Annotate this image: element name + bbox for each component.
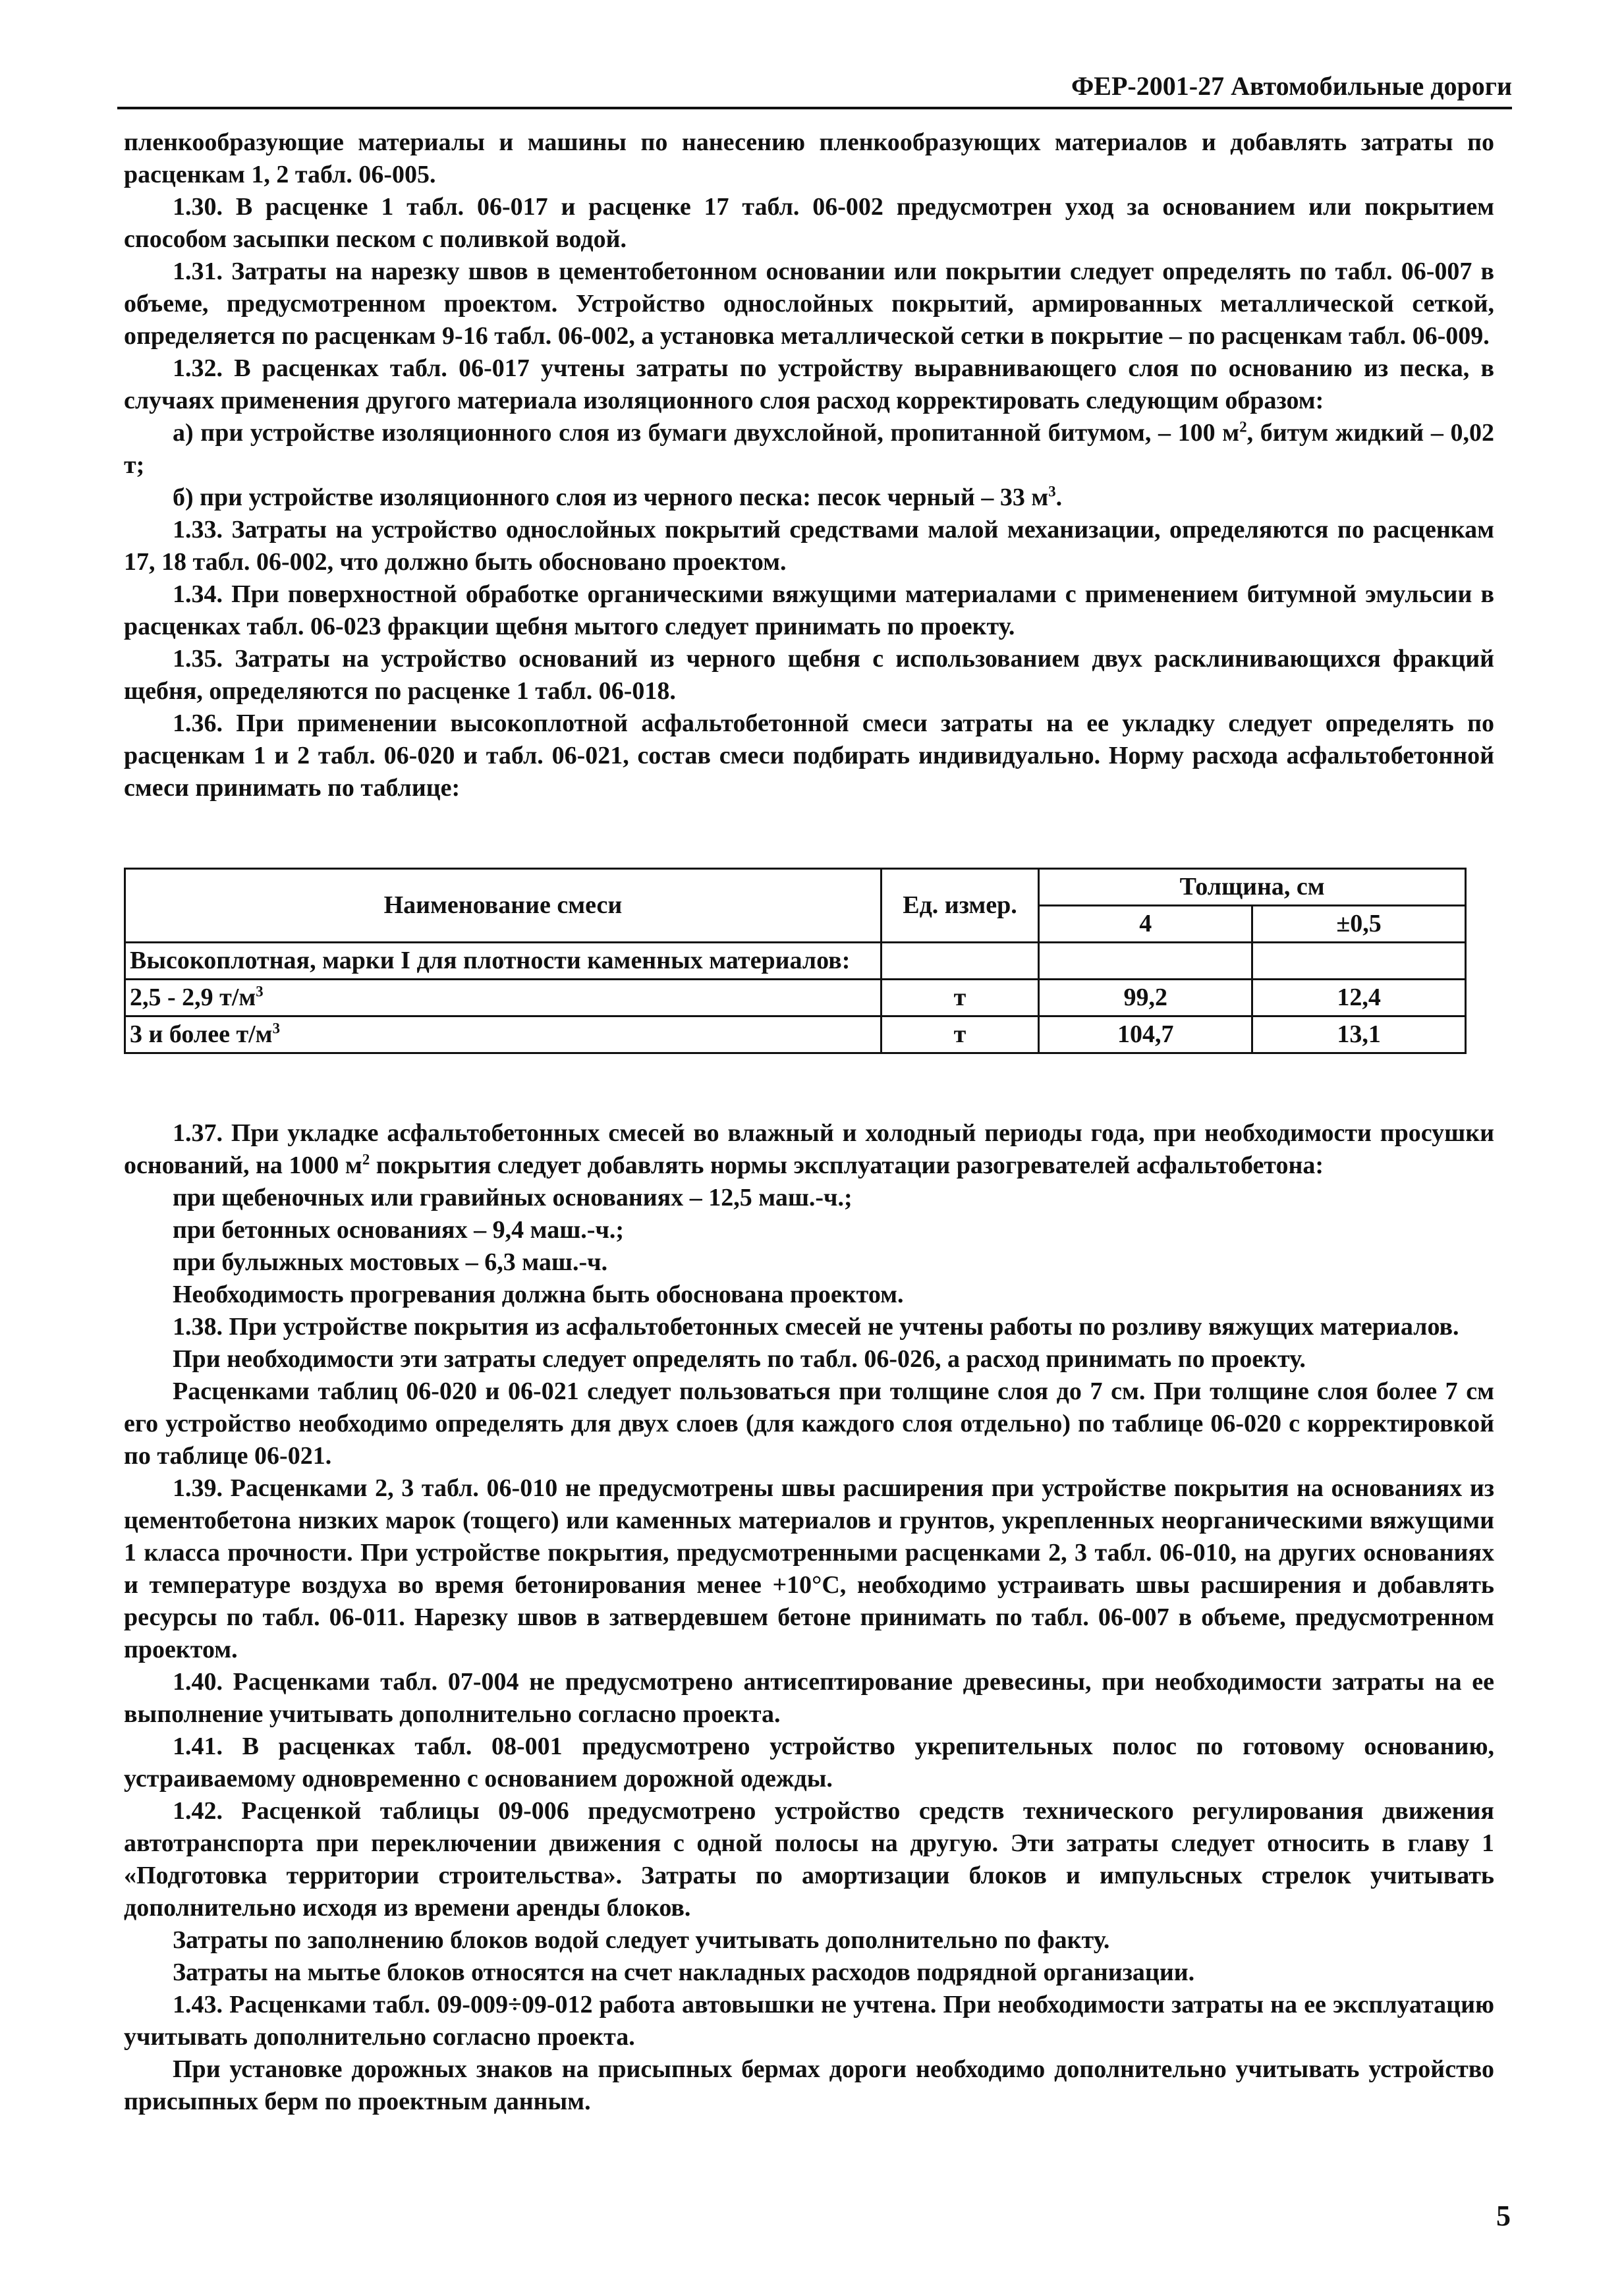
header-thickness: Толщина, см (1039, 869, 1466, 906)
paragraph: при бетонных основаниях – 9,4 маш.-ч.; (173, 1216, 625, 1244)
list-item-b: б) при устройстве изоляционного слоя из черного песка: песок черный – 33 $м^3$. (173, 483, 1063, 511)
mix-consumption-table (124, 868, 1467, 1054)
paragraph: 1.32. В расценках табл. 06-017 учтены затраты по устройству выравнивающего слоя по основанию из песка, в случаях применения другого материала изоляционного слоя расход корректировать следующим образом: (124, 354, 1494, 414)
paragraph: пленкообразующие материалы и машины по нанесению пленкообразующих материалов и добавлять затраты по расценкам 1, 2 табл. 06-005. (124, 128, 1494, 188)
paragraph: 1.39. Расценками 2, 3 табл. 06-010 не предусмотрены швы расширения при устройстве покрытия на основаниях из цементобетона низких марок (тощего) или каменных материалов и грунтов, укрепленных неорганическими вяжущими 1 класса прочности. При устройстве покрытия, предусмотренными расценками 2, 3 табл. 06-010, на других основаниях и температуре воздуха во время бетонирования менее +10°С, необходимо устраивать швы расширения и добавлять ресурсы по табл. 06-011. Нарезку швов в затвердевшем бетоне принимать по табл. 06-007 в объеме, предусмотренном проектом. (124, 1474, 1494, 1663)
paragraph: 1.42. Расценкой таблицы 09-006 предусмотрено устройство средств технического регулирования движения автотранспорта при переключении движения с одной полосы на другую. Эти затраты следует относить в главу 1 «Подготовка территории строительства». Затраты по амортизации блоков и импульсных стрелок учитывать дополнительно исходя из времени аренды блоков. (124, 1797, 1494, 1922)
header-mix-name: Наименование смеси (125, 869, 882, 943)
header-title: ФЕР-2001-27 Автомобильные дороги (1071, 71, 1512, 101)
running-header (117, 66, 1512, 109)
list-item-a: а) при устройстве изоляционного слоя из бумаги двухслойной, пропитанной битумом, – 100 $м^2$, битум жидкий – 0,02 т; (124, 418, 1494, 479)
paragraph: 1.36. При применении высокоплотной асфальтобетонной смеси затраты на ее укладку следует определять по расценкам 1 и 2 табл. 06-020 и табл. 06-021, состав смеси подбирать индивидуально. Норму расхода асфальтобетонной смеси принимать по таблице: (124, 709, 1494, 802)
paragraph: при щебеночных или гравийных основаниях – 12,5 маш.-ч.; (173, 1184, 853, 1211)
page-body (124, 126, 1494, 2118)
header-thickness-4: 4 (1039, 906, 1252, 943)
paragraph: Расценками таблиц 06-020 и 06-021 следует пользоваться при толщине слоя до 7 см. При толщине слоя более 7 см его устройство необходимо определять для двух слоев (для каждого слоя отдельно) по таблице 06-020 с корректировкой по таблице 06-021. (124, 1377, 1494, 1470)
mix-name-cell: 2,5 - 2,9 $т/м^3$ (125, 980, 882, 1016)
paragraph-1-37: 1.37. При укладке асфальтобетонных смесей во влажный и холодный периоды года, при необходимости просушки оснований, на 1000 $м^2$ покрытия следует добавлять нормы эксплуатации разогревателей асфальтобетона: (124, 1119, 1494, 1179)
paragraph: Затраты на мытье блоков относятся на счет накладных расходов подрядной организации. (173, 1959, 1195, 1986)
value-pm-cell: 12,4 (1252, 980, 1466, 1016)
paragraph: Затраты по заполнению блоков водой следует учитывать дополнительно по факту. (173, 1926, 1110, 1954)
table-row (125, 943, 1466, 980)
value-pm-cell: 13,1 (1252, 1016, 1466, 1053)
paragraph: 1.40. Расценками табл. 07-004 не предусмотрено антисептирование древесины, при необходимости затраты на ее выполнение учитывать дополнительно согласно проекта. (124, 1668, 1494, 1728)
unit-cell: т (881, 1016, 1038, 1053)
paragraph: При необходимости эти затраты следует определять по табл. 06-026, а расход принимать по проекту. (173, 1345, 1306, 1373)
unit-cell: т (881, 980, 1038, 1016)
header-unit: Ед. измер. (881, 869, 1038, 943)
paragraph: 1.41. В расценках табл. 08-001 предусмотрено устройство укрепительных полос по готовому основанию, устраиваемому одновременно с основанием дорожной одежды. (124, 1733, 1494, 1793)
table-row (125, 980, 1466, 1016)
value-4-cell: 99,2 (1039, 980, 1252, 1016)
group-label: Высокоплотная, марки I для плотности каменных материалов: (125, 943, 882, 980)
paragraph: при булыжных мостовых – 6,3 маш.-ч. (173, 1248, 608, 1276)
paragraph: При установке дорожных знаков на присыпных бермах дороги необходимо дополнительно учитывать устройство присыпных берм по проектным данным. (124, 2055, 1494, 2115)
paragraph: 1.34. При поверхностной обработке органическими вяжущими материалами с применением битумной эмульсии в расценках табл. 06-023 фракции щебня мытого следует принимать по проекту. (124, 580, 1494, 640)
paragraph: Необходимость прогревания должна быть обоснована проектом. (173, 1281, 904, 1308)
table-row (125, 1016, 1466, 1053)
mix-name-cell: 3 и более $т/м^3$ (125, 1016, 882, 1053)
paragraph: 1.38. При устройстве покрытия из асфальтобетонных смесей не учтены работы по розливу вяжущих материалов. (173, 1313, 1459, 1341)
paragraph: 1.33. Затраты на устройство однослойных покрытий средствами малой механизации, определяются по расценкам 17, 18 табл. 06-002, что должно быть обосновано проектом. (124, 516, 1494, 576)
paragraph: 1.30. В расценке 1 табл. 06-017 и расценке 17 табл. 06-002 предусмотрен уход за основанием или покрытием способом засыпки песком с поливкой водой. (124, 193, 1494, 253)
page-number: 5 (1496, 2200, 1511, 2232)
paragraph: 1.35. Затраты на устройство оснований из черного щебня с использованием двух расклинивающихся фракций щебня, определяются по расценке 1 табл. 06-018. (124, 645, 1494, 705)
header-thickness-pm: ±0,5 (1252, 906, 1466, 943)
value-4-cell: 104,7 (1039, 1016, 1252, 1053)
paragraph: 1.31. Затраты на нарезку швов в цементобетонном основании или покрытии следует определять по табл. 06-007 в объеме, предусмотренном проектом. Устройство однослойных покрытий, армированных металлической сеткой, определяется по расценкам 9-16 табл. 06-002, а установка металлической сетки в покрытие – по расценкам табл. 06-009. (124, 258, 1494, 350)
paragraph: 1.43. Расценками табл. 09-009÷09-012 работа автовышки не учтена. При необходимости затраты на ее эксплуатацию учитывать дополнительно согласно проекта. (124, 1991, 1494, 2051)
